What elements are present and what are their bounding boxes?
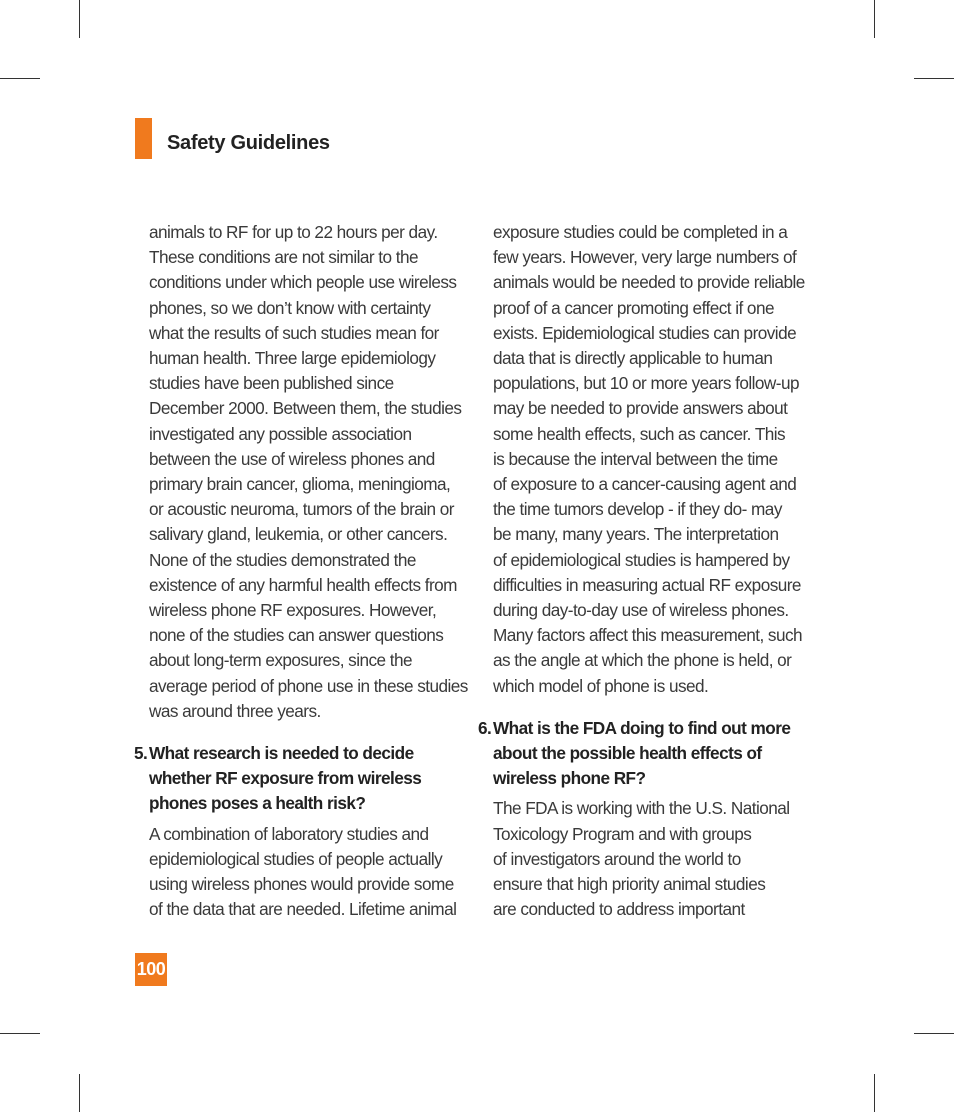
text-line: primary brain cancer, glioma, meningioma, xyxy=(149,474,451,495)
crop-mark xyxy=(914,78,954,79)
text-line: what the results of such studies mean for xyxy=(149,322,439,343)
text-line: whether RF exposure from wireless xyxy=(149,768,422,789)
page-number: 100 xyxy=(135,953,167,986)
crop-mark xyxy=(914,1033,954,1034)
text-line: These conditions are not similar to the xyxy=(149,247,418,268)
question-heading-6 xyxy=(478,716,798,792)
text-line: between the use of wireless phones and xyxy=(149,448,435,469)
body-paragraph xyxy=(149,220,468,724)
text-line: none of the studies can answer questions xyxy=(149,625,444,646)
text-line: Toxicology Program and with groups xyxy=(493,823,752,844)
text-line: conditions under which people use wireless xyxy=(149,272,457,293)
text-line: of the data that are needed. Lifetime animal xyxy=(149,899,457,920)
text-line: of exposure to a cancer-causing agent and xyxy=(493,474,797,495)
text-line: A combination of laboratory studies and xyxy=(149,823,429,844)
crop-mark xyxy=(79,1074,80,1112)
text-line: epidemiological studies of people actually xyxy=(149,848,443,869)
question-heading-5 xyxy=(134,741,454,817)
question-number: 6. xyxy=(478,717,492,738)
text-line: exists. Epidemiological studies can provide xyxy=(493,322,797,343)
text-line: wireless phone RF? xyxy=(493,768,646,789)
text-line: some health effects, such as cancer. This xyxy=(493,423,786,444)
text-line: phones poses a health risk? xyxy=(149,793,366,814)
crop-mark xyxy=(0,1033,40,1034)
text-line: the time tumors develop - if they do- may xyxy=(493,499,782,520)
text-line: populations, but 10 or more years follow-up xyxy=(493,373,799,394)
text-line: during day-to-day use of wireless phones. xyxy=(493,600,789,621)
text-line: ensure that high priority animal studies xyxy=(493,874,766,895)
text-line: average period of phone use in these studies xyxy=(149,675,468,696)
text-line: of epidemiological studies is hampered by xyxy=(493,549,790,570)
text-line: exposure studies could be completed in a xyxy=(493,222,788,242)
text-line: are conducted to address important xyxy=(493,899,745,920)
text-line: using wireless phones would provide some xyxy=(149,874,454,895)
answer-paragraph-5 xyxy=(149,822,457,923)
answer-paragraph-6 xyxy=(493,796,798,922)
text-line: as the angle at which the phone is held, or xyxy=(493,650,792,671)
text-line: human health. Three large epidemiology xyxy=(149,348,436,369)
left-column xyxy=(134,220,468,922)
text-line: difficulties in measuring actual RF exposure xyxy=(493,574,801,595)
text-line: about the possible health effects of xyxy=(493,743,762,764)
text-line: data that is directly applicable to human xyxy=(493,348,773,369)
text-line: studies have been published since xyxy=(149,373,394,394)
text-line: or acoustic neuroma, tumors of the brain or xyxy=(149,499,454,520)
text-line: salivary gland, leukemia, or other cancers. xyxy=(149,524,448,545)
text-line: animals to RF for up to 22 hours per day. xyxy=(149,222,438,242)
crop-mark xyxy=(874,0,875,38)
text-line: of investigators around the world to xyxy=(493,848,741,869)
text-line: was around three years. xyxy=(149,700,321,721)
section-title: Safety Guidelines xyxy=(167,132,330,154)
text-line: few years. However, very large numbers of xyxy=(493,247,797,268)
text-line: animals would be needed to provide reliable xyxy=(493,272,805,293)
text-line: The FDA is working with the U.S. National xyxy=(493,798,790,819)
text-line: existence of any harmful health effects from xyxy=(149,574,457,595)
text-line: is because the interval between the time xyxy=(493,448,778,469)
text-line: investigated any possible association xyxy=(149,423,412,444)
text-line: Many factors affect this measurement, such xyxy=(493,625,803,646)
text-line: What research is needed to decide xyxy=(149,743,414,764)
text-line: What is the FDA doing to find out more xyxy=(493,717,791,738)
body-paragraph xyxy=(493,220,805,699)
text-line: phones, so we don’t know with certainty xyxy=(149,297,431,318)
text-line: None of the studies demonstrated the xyxy=(149,549,416,570)
text-line: December 2000. Between them, the studies xyxy=(149,398,462,419)
crop-mark xyxy=(0,78,40,79)
text-line: wireless phone RF exposures. However, xyxy=(149,600,437,621)
crop-mark xyxy=(79,0,80,38)
text-line: about long-term exposures, since the xyxy=(149,650,412,671)
question-number: 5. xyxy=(134,743,148,764)
crop-mark xyxy=(874,1074,875,1112)
text-line: proof of a cancer promoting effect if one xyxy=(493,297,774,318)
section-accent-bar xyxy=(135,118,152,159)
text-line: which model of phone is used. xyxy=(493,675,709,696)
right-column xyxy=(478,220,805,922)
text-line: may be needed to provide answers about xyxy=(493,398,788,419)
text-line: be many, many years. The interpretation xyxy=(493,524,779,545)
